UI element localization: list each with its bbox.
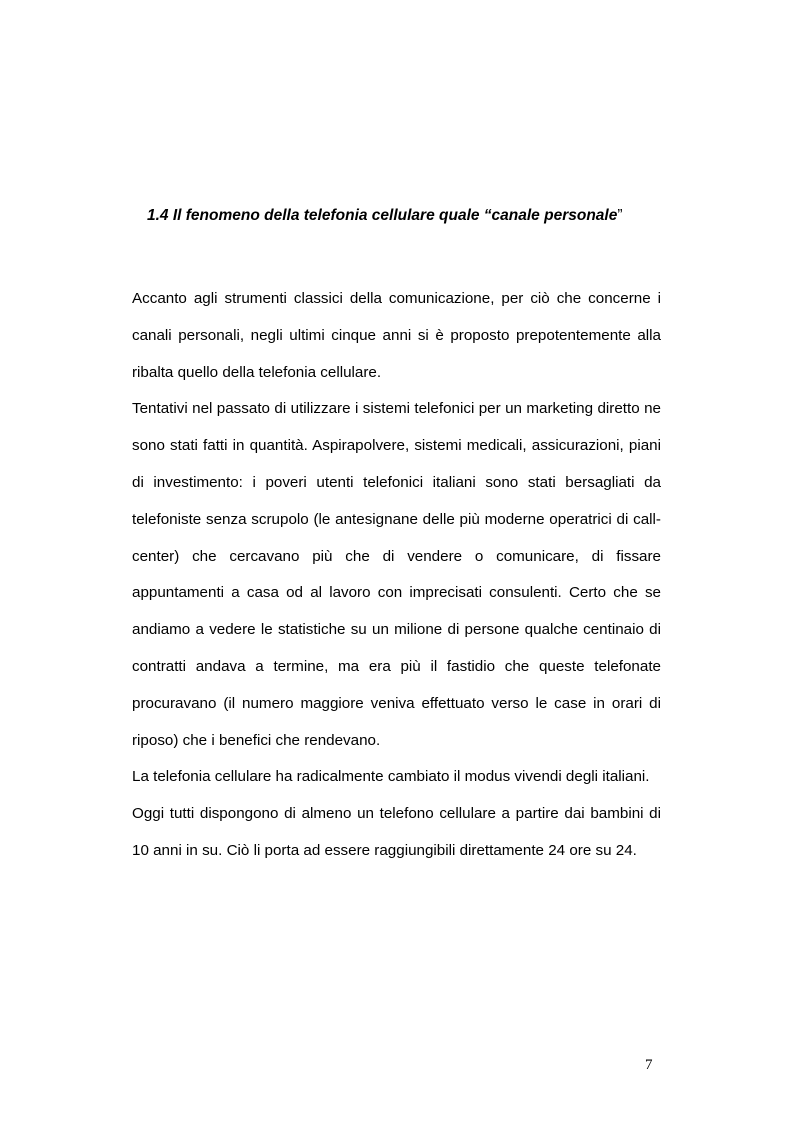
paragraph-reachability: Oggi tutti dispongono di almeno un telefono cellulare a partire dai bambini di 10 anni in su. Ciò li porta ad essere raggiungibili direttamente 24 ore su 24. <box>132 805 661 859</box>
section-heading-text: 1.4 Il fenomeno della telefonia cellulare quale “canale personale <box>147 207 618 224</box>
paragraph-intro: Accanto agli strumenti classici della comunicazione, per ciò che concerne i canali personali, negli ultimi cinque anni si è proposto prepotentemente alla ribalta quello della telefonia cellulare. <box>132 290 661 381</box>
section-heading-closing-quote: ” <box>617 207 623 224</box>
paragraph-mobile-change: La telefonia cellulare ha radicalmente cambiato il modus vivendi degli italiani. <box>132 768 650 786</box>
page-number: 7 <box>645 1057 653 1073</box>
paragraph-past-attempts: Tentativi nel passato di utilizzare i sistemi telefonici per un marketing diretto ne sono stati fatti in quantità. Aspirapolvere, sistemi medicali, assicurazioni, piani di investimento: i poveri utenti telefonici italiani sono stati bersagliati da telefoniste senza scrupolo (le antesignane delle più moderne operatrici di call-center) che cercavano più che di vendere o comunicare, di fissare appuntamenti a casa od al lavoro con imprecisati consulenti. Certo che se andiamo a vedere le statistiche su un milione di persone qualche centinaio di contratti andava a termine, ma era più il fastidio che queste telefonate procuravano (il numero maggiore veniva effettuato verso le case in orari di riposo) che i benefici che rendevano. <box>132 400 661 749</box>
section-heading <box>147 206 707 226</box>
body-text <box>132 281 661 870</box>
